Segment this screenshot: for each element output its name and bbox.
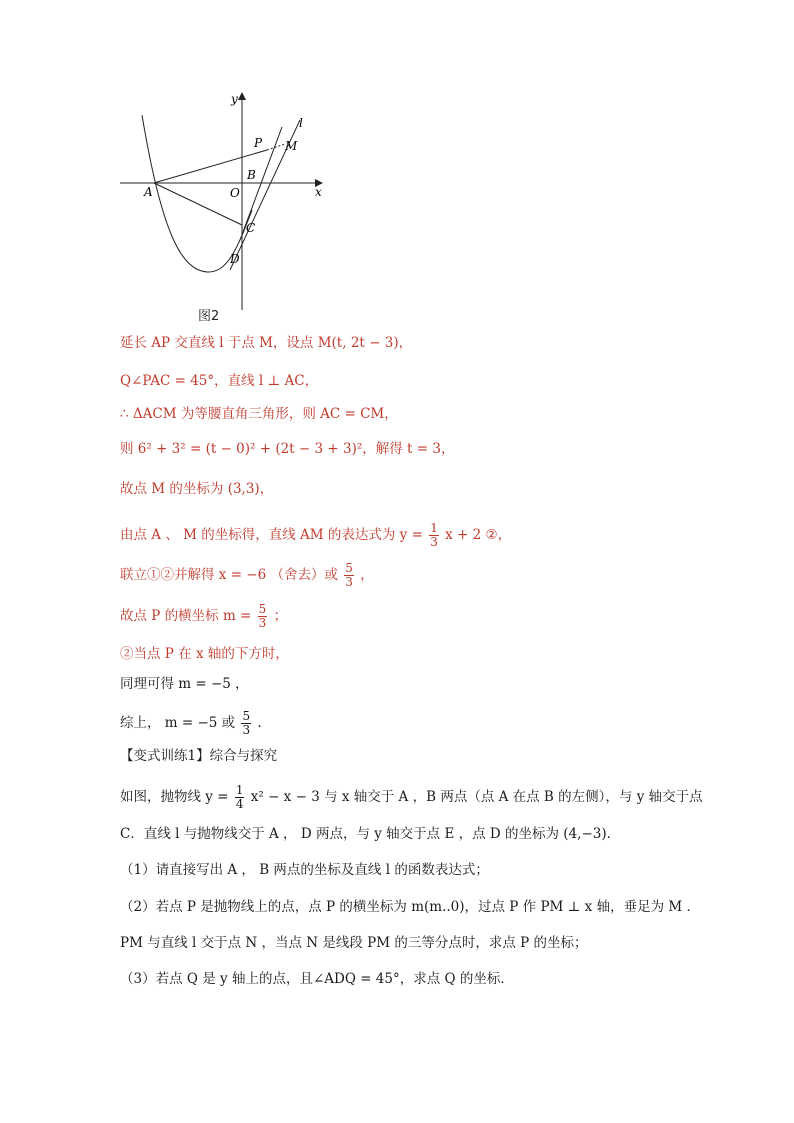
label-d: D — [230, 252, 240, 266]
label-o: O — [230, 186, 240, 200]
fraction-one-quarter — [235, 784, 245, 811]
fraction-five-thirds — [258, 603, 268, 630]
solution-line-7-b: ， — [360, 567, 374, 583]
fraction-five-thirds — [241, 710, 251, 737]
frac-den: 3 — [430, 535, 438, 549]
exercise-p1-a: 如图，抛物线 y = — [120, 789, 229, 805]
solution-line-4-eq: 则 6² + 3² = (t − 0)² + (2t − 3 + 3)²， — [120, 441, 376, 457]
label-a: A — [144, 185, 153, 199]
solution-line-8 — [120, 603, 287, 630]
frac-num: 1 — [430, 521, 438, 535]
label-y: y — [231, 92, 238, 106]
segment-pm-dashed — [267, 144, 285, 150]
coordinate-figure — [112, 85, 342, 325]
solution-line-7-a: 联立①②并解得 x = −6 （舍去）或 — [120, 567, 338, 583]
exercise-question-1: （1）请直接写出 A ， B 两点的坐标及直线 l 的函数表达式； — [120, 862, 489, 878]
solution-line-6-a: 由点 A 、 M 的坐标得，直线 AM 的表达式为 y = — [120, 527, 423, 543]
exercise-question-2b: PM 与直线 l 交于点 N ，当点 N 是线段 PM 的三等分点时，求点 P 的坐标； — [120, 935, 588, 951]
frac-num: 1 — [235, 783, 244, 797]
label-x: x — [315, 185, 322, 199]
frac-den: 3 — [258, 616, 267, 630]
exercise-question-3: （3）若点 Q 是 y 轴上的点，且∠ADQ = 45°，求点 Q 的坐标． — [120, 971, 514, 987]
solution-line-7 — [120, 562, 374, 589]
fraction-five-thirds — [344, 562, 354, 589]
solution-line-9: ②当点 P 在 x 轴的下方时， — [120, 646, 289, 662]
solution-line-6-b: x + 2 ②， — [445, 527, 512, 543]
frac-den: 3 — [345, 575, 353, 589]
solution-line-8-a: 故点 P 的横坐标 m = — [120, 608, 252, 624]
frac-den: 4 — [235, 797, 244, 811]
frac-num: 5 — [345, 561, 353, 575]
frac-num: 5 — [242, 709, 251, 723]
fraction-one-third — [429, 522, 439, 549]
solution-line-4 — [120, 443, 454, 457]
exercise-heading: 【变式训练1】综合与探究 — [120, 748, 278, 764]
solution-line-11-b: . — [257, 715, 262, 731]
exercise-question-2a: （2）若点 P 是抛物线上的点，点 P 的横坐标为 m(m..0)，过点 P 作 PM ⊥ x 轴，垂足为 M ． — [120, 899, 700, 915]
frac-num: 5 — [258, 602, 267, 616]
frac-den: 3 — [242, 723, 251, 737]
label-b: B — [247, 168, 256, 182]
exercise-paragraph-1 — [120, 784, 703, 811]
exercise-paragraph-2: C．直线 l 与抛物线交于 A ， D 两点，与 y 轴交于点 E ，点 D 的坐标为 (4,−3)． — [120, 826, 621, 842]
exercise-p1-b: x² − x − 3 与 x 轴交于 A ，B 两点（点 A 在点 B 的左侧），与 y 轴交于点 — [250, 789, 703, 805]
label-p: P — [254, 136, 263, 150]
solution-line-11 — [120, 710, 262, 737]
solution-line-11-a: 综上， m = −5 或 — [120, 715, 236, 731]
solution-line-6 — [120, 522, 511, 549]
solution-line-5: 故点 M 的坐标为 (3,3)， — [120, 481, 274, 497]
solution-line-3: ∴ ΔACM 为等腰直角三角形，则 AC = CM， — [120, 406, 398, 422]
segment-ac — [154, 183, 242, 225]
label-l: l — [299, 116, 303, 130]
solution-line-1: 延长 AP 交直线 l 于点 M，设点 M(t, 2t − 3)， — [120, 335, 413, 351]
label-m: M — [285, 139, 298, 153]
solution-line-2: Q∠PAC = 45°，直线 l ⊥ AC， — [120, 373, 319, 389]
solution-line-4-result: 解得 t = 3， — [375, 441, 455, 457]
solution-line-8-b: ； — [273, 608, 288, 624]
figure-caption: 图2 — [198, 309, 220, 324]
solution-line-10: 同理可得 m = −5 ， — [120, 676, 249, 692]
label-c: C — [246, 221, 256, 235]
